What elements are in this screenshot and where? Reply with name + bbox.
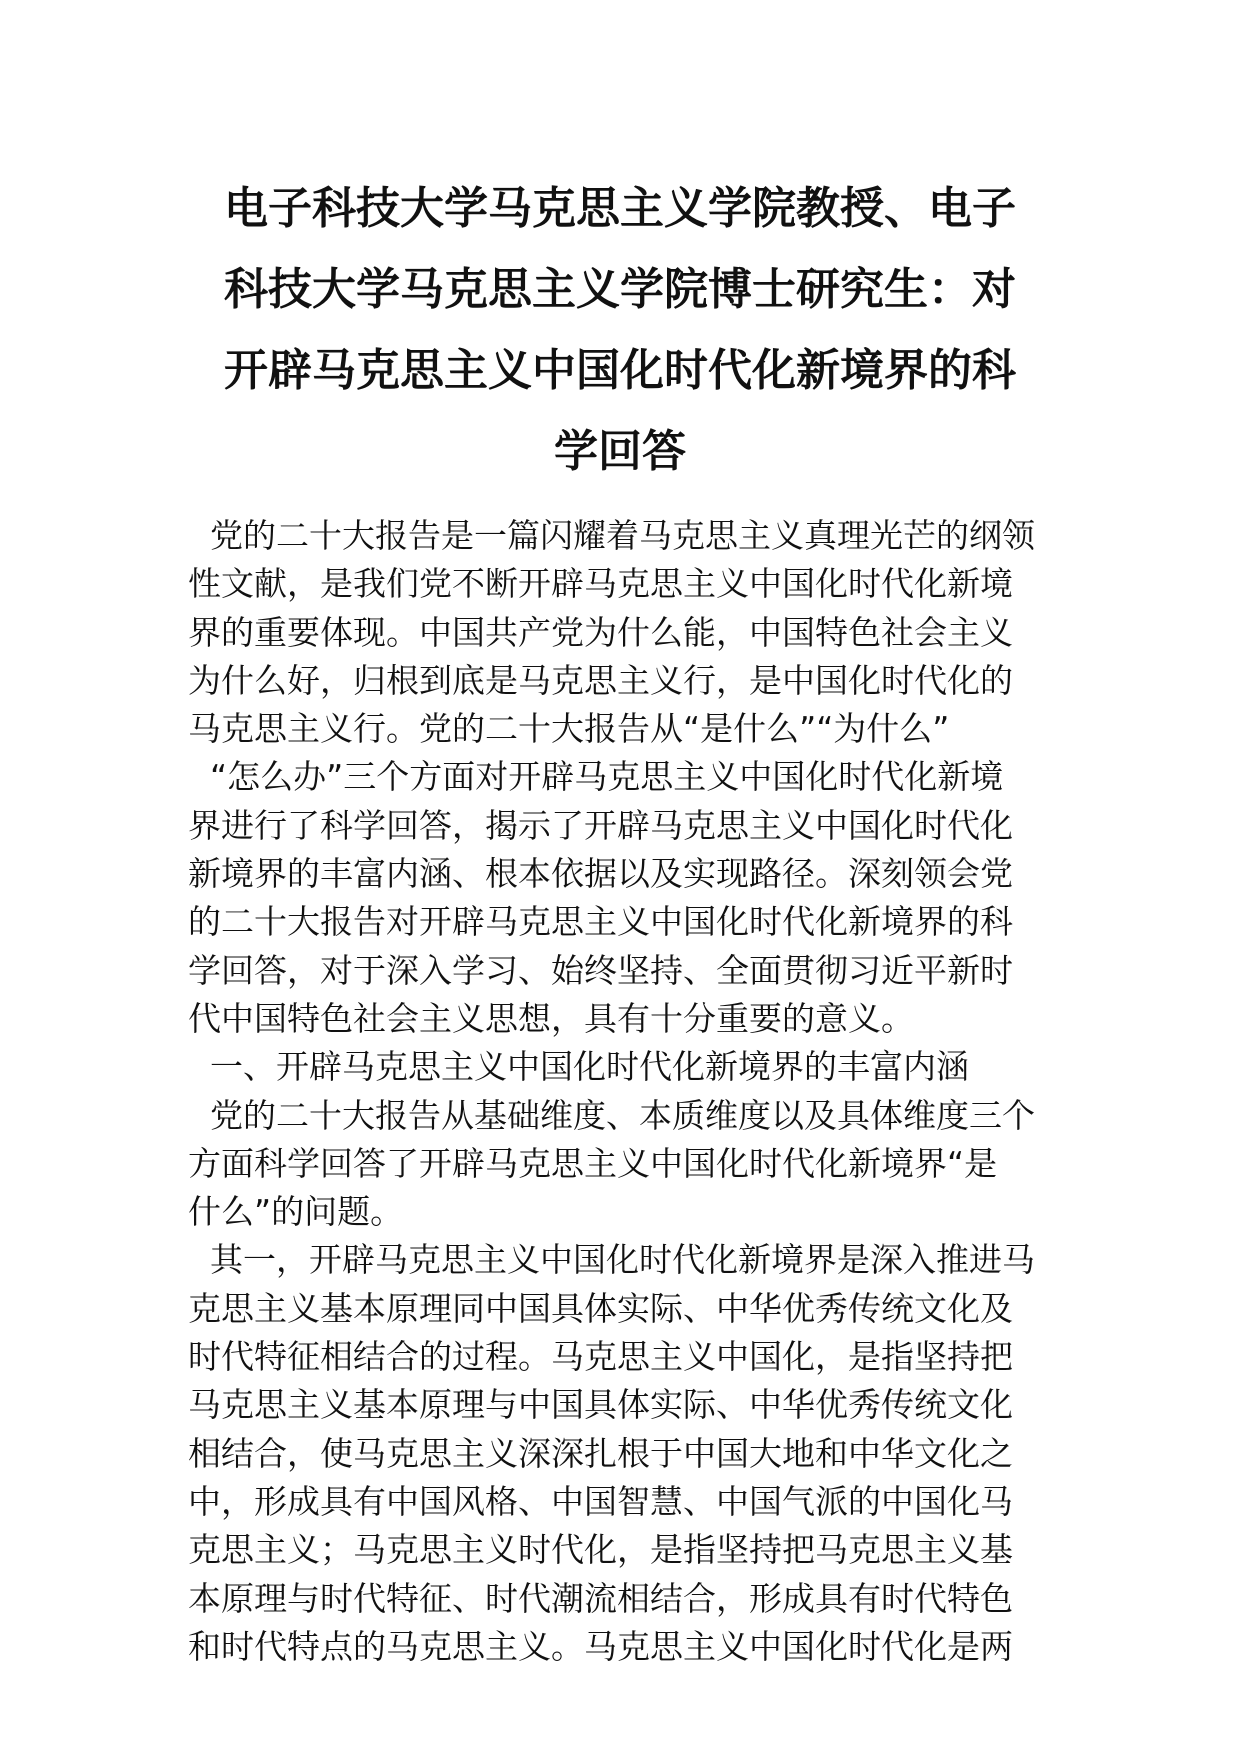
body-line: 克思主义；马克思主义时代化，是指坚持把马克思主义基 — [188, 1530, 1013, 1570]
body-line: 和时代特点的马克思主义。马克思主义中国化时代化是两 — [188, 1626, 1013, 1666]
body-line: 中，形成具有中国风格、中国智慧、中国气派的中国化马 — [188, 1481, 1013, 1521]
body-line: 为什么好，归根到底是马克思主义行，是中国化时代化的 — [188, 660, 1013, 700]
body-line: 党的二十大报告从基础维度、本质维度以及具体维度三个 — [210, 1095, 1035, 1135]
document-title — [205, 168, 1035, 492]
body-line: 什么”的问题。 — [188, 1192, 404, 1232]
body-line: “怎么办”三个方面对开辟马克思主义中国化时代化新境 — [210, 757, 1004, 797]
body-line: 本原理与时代特征、时代潮流相结合，形成具有时代特色 — [188, 1578, 1013, 1618]
body-line: 学回答，对于深入学习、始终坚持、全面贯彻习近平新时 — [188, 950, 1013, 990]
body-line: 性文献，是我们党不断开辟马克思主义中国化时代化新境 — [188, 564, 1013, 604]
body-line: 代中国特色社会主义思想，具有十分重要的意义。 — [188, 998, 914, 1038]
body-line: 相结合，使马克思主义深深扎根于中国大地和中华文化之 — [188, 1433, 1013, 1473]
body-line: 时代特征相结合的过程。马克思主义中国化，是指坚持把 — [188, 1337, 1013, 1377]
body-line: 克思主义基本原理同中国具体实际、中华优秀传统文化及 — [188, 1288, 1013, 1328]
body-line: 界进行了科学回答，揭示了开辟马克思主义中国化时代化 — [188, 805, 1013, 845]
title-line: 学回答 — [554, 426, 686, 477]
title-line: 电子科技大学马克思主义学院教授、电子 — [224, 183, 1016, 234]
title-line: 开辟马克思主义中国化时代化新境界的科 — [224, 345, 1016, 396]
body-line: 马克思主义基本原理与中国具体实际、中华优秀传统文化 — [188, 1385, 1013, 1425]
section-heading: 一、开辟马克思主义中国化时代化新境界的丰富内涵 — [210, 1047, 969, 1087]
body-line: 新境界的丰富内涵、根本依据以及实现路径。深刻领会党 — [188, 854, 1013, 894]
body-line: 界的重要体现。中国共产党为什么能，中国特色社会主义 — [188, 612, 1013, 652]
body-line: 的二十大报告对开辟马克思主义中国化时代化新境界的科 — [188, 902, 1013, 942]
body-line: 党的二十大报告是一篇闪耀着马克思主义真理光芒的纲领 — [210, 516, 1035, 555]
body-line: 方面科学回答了开辟马克思主义中国化时代化新境界“是 — [188, 1143, 998, 1183]
title-line: 科技大学马克思主义学院博士研究生：对 — [224, 264, 1016, 315]
body-line: 其一，开辟马克思主义中国化时代化新境界是深入推进马 — [210, 1240, 1035, 1280]
document-body — [188, 512, 1058, 1671]
body-line: 马克思主义行。党的二十大报告从“是什么”“为什么” — [188, 709, 950, 749]
